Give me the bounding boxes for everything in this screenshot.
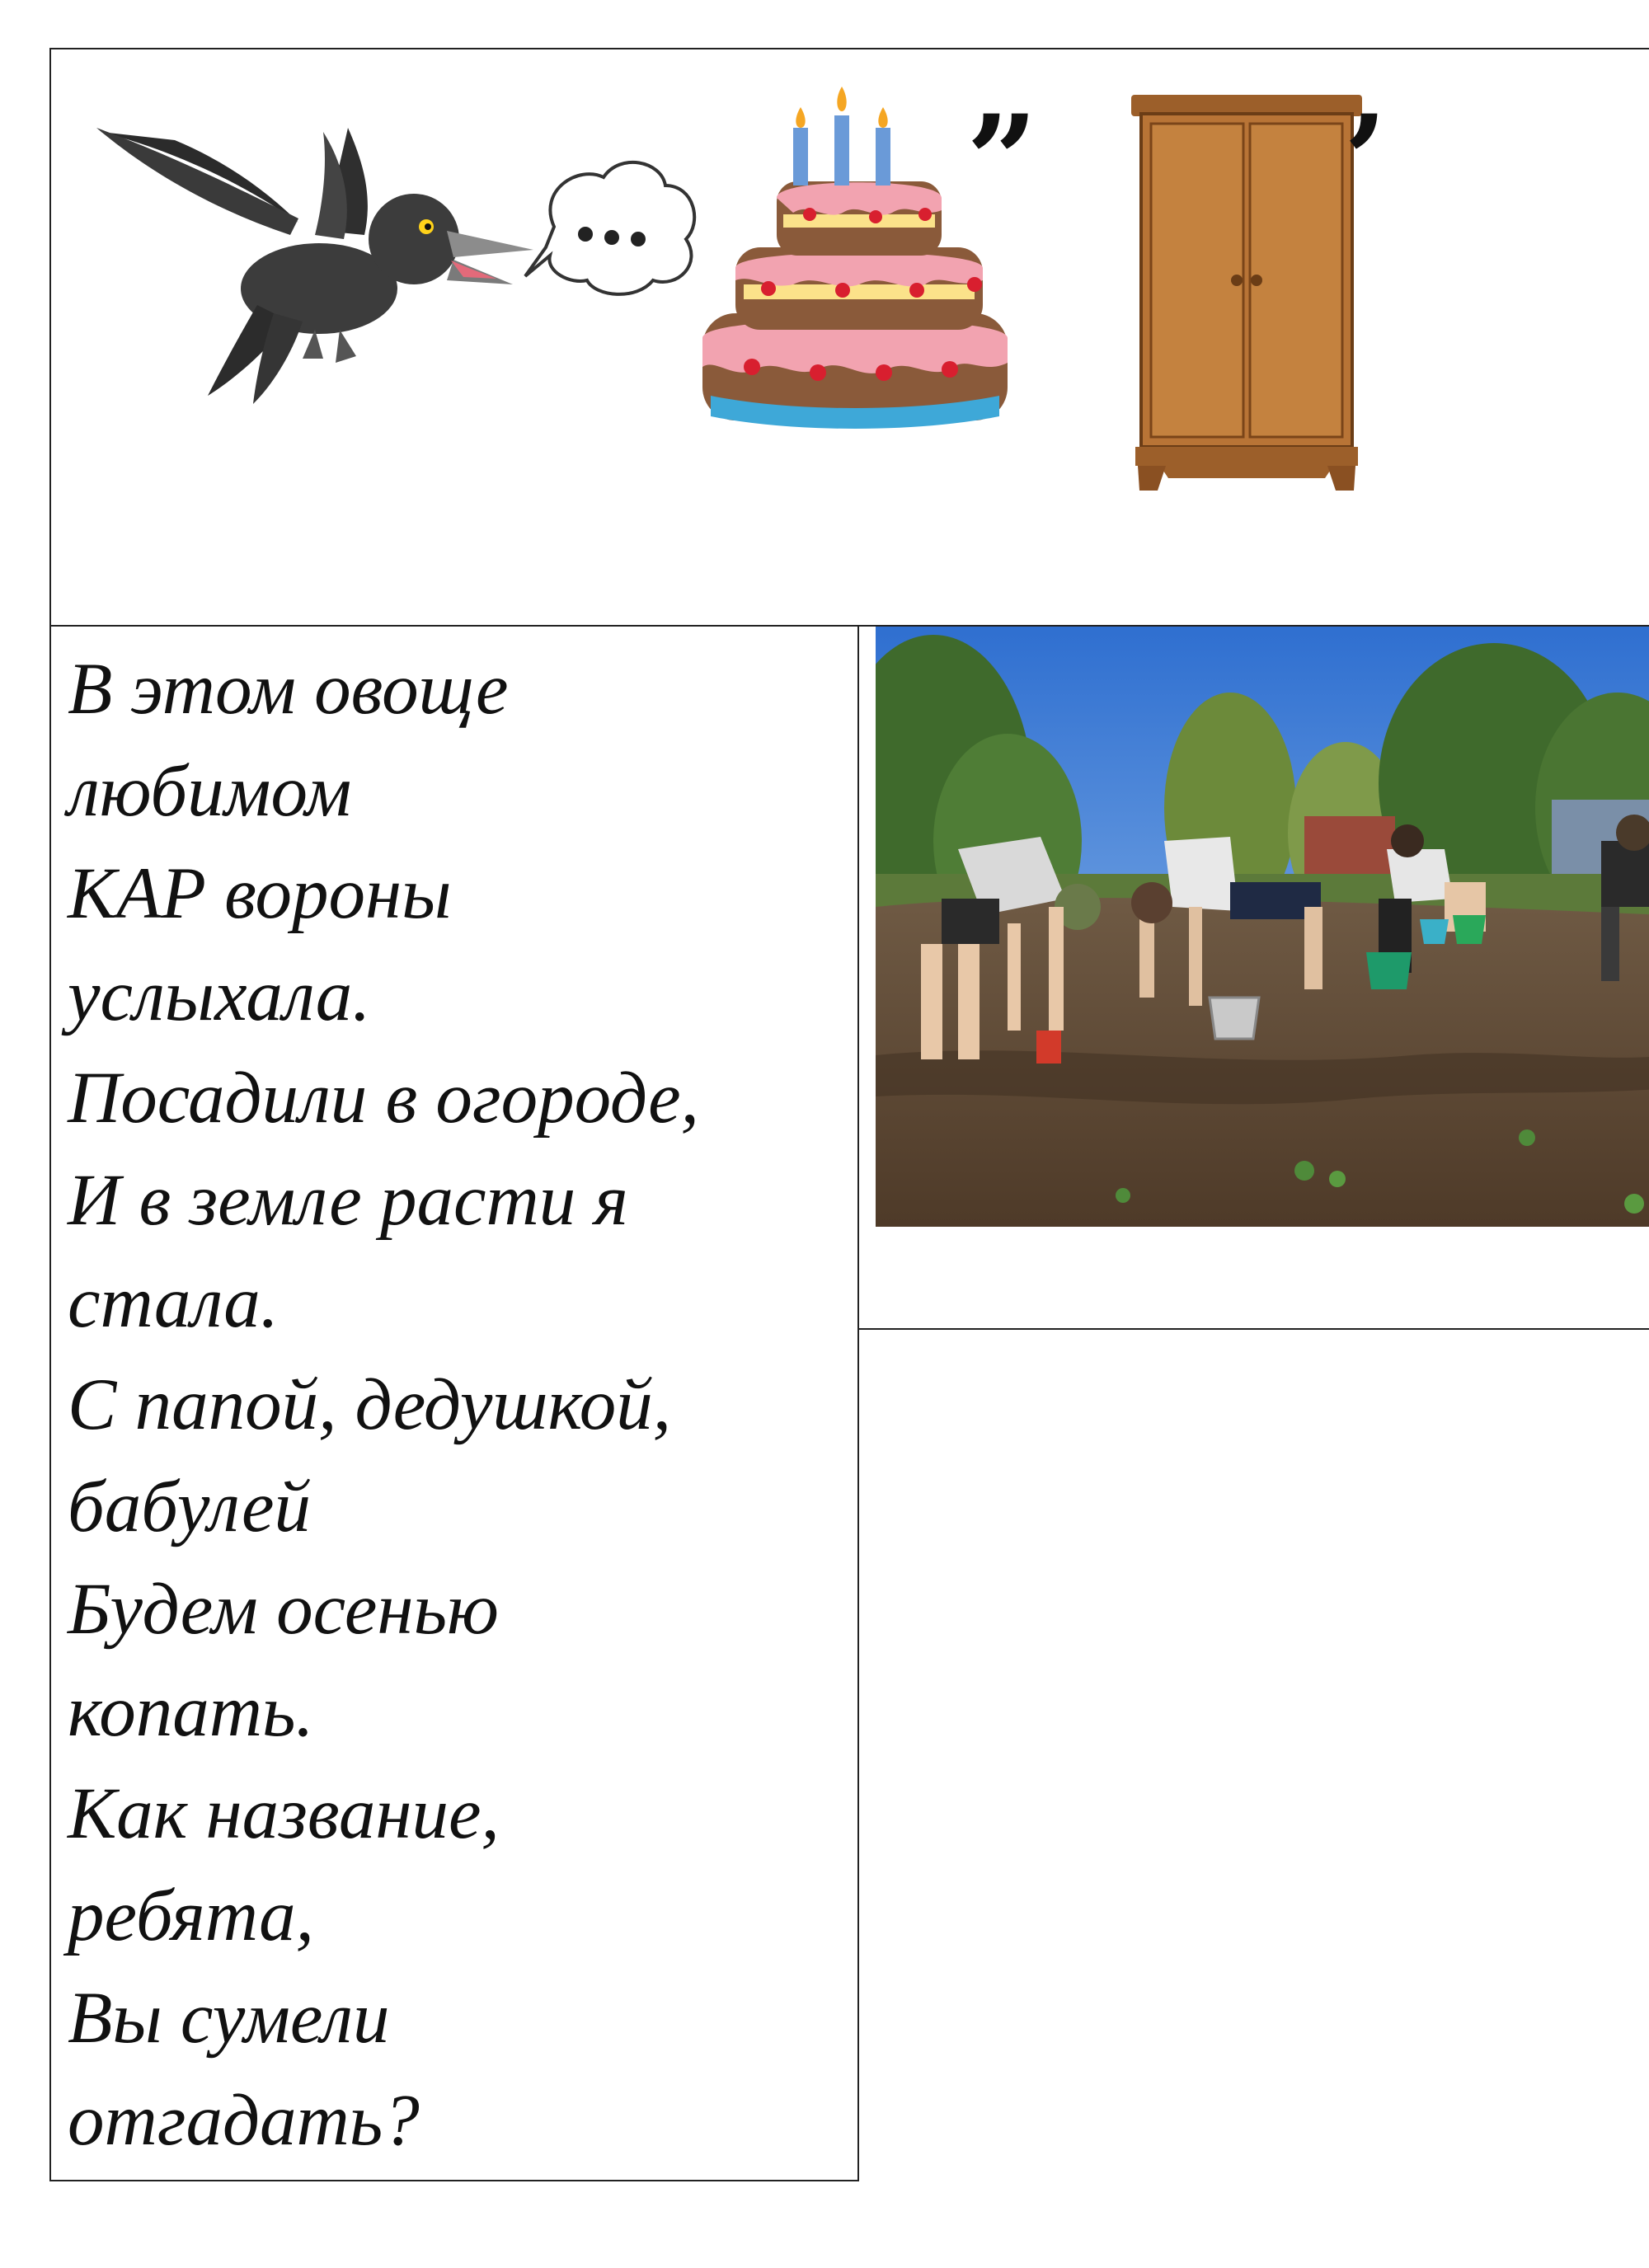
riddle-line: Будем осенью	[68, 1569, 499, 1650]
riddle-line: Посадили в огороде,	[68, 1058, 699, 1139]
birthday-cake-icon	[702, 87, 1008, 429]
rebus-box	[49, 48, 1649, 627]
riddle-line: ребята,	[68, 1876, 314, 1956]
riddle-line: С папой, дедушкой,	[68, 1364, 672, 1445]
riddle-box	[49, 627, 859, 2181]
riddle-line: бабулей	[68, 1467, 311, 1547]
apostrophe-mark-cake: ’’	[966, 88, 1023, 233]
riddle-line: В этом овоще	[68, 649, 509, 730]
riddle-line: копать.	[68, 1671, 314, 1752]
speech-bubble-icon	[525, 162, 694, 294]
riddle-line: Как название,	[68, 1773, 500, 1854]
riddle-line: КАР вороны	[68, 853, 452, 934]
riddle-line: Вы сумели	[68, 1978, 390, 2059]
riddle-line: услыхала.	[68, 956, 371, 1036]
riddle-line: любимом	[68, 751, 352, 832]
photo-cell	[857, 627, 1649, 1330]
wardrobe-icon	[1131, 95, 1362, 491]
riddle-line: отгадать?	[68, 2080, 420, 2161]
garden-digging-photo	[876, 627, 1649, 1227]
riddle-line: стала.	[68, 1262, 280, 1343]
riddle-line: И в земле расти я	[68, 1160, 628, 1241]
riddle-text	[68, 638, 851, 2172]
apostrophe-mark-wardrobe: ’	[1344, 88, 1388, 233]
crow-icon	[96, 128, 533, 404]
rebus-images	[51, 49, 1649, 625]
